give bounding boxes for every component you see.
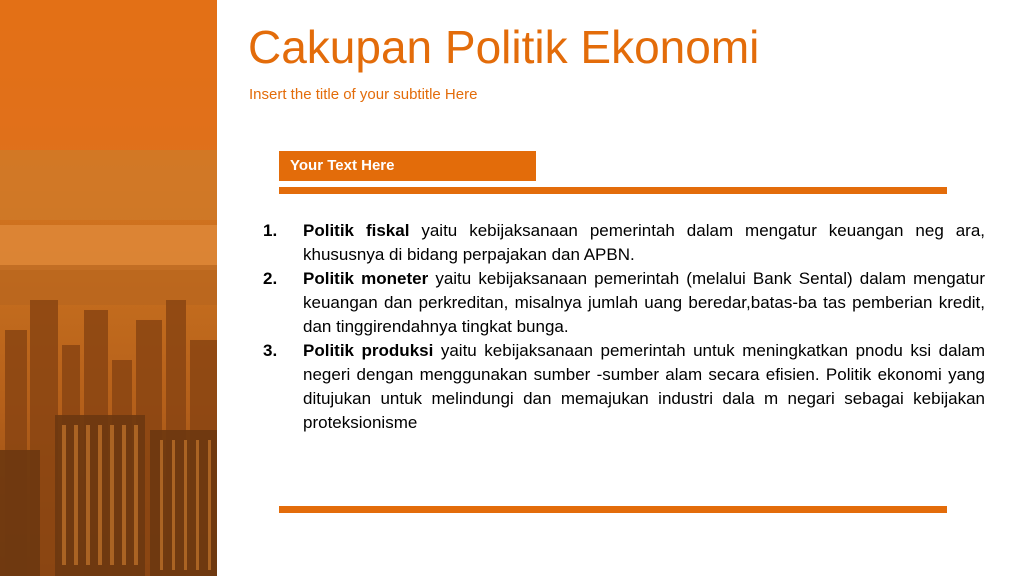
text-label: Your Text Here: [290, 157, 395, 174]
list-item-text: [303, 267, 985, 339]
list-description: yaitu kebijaksanaan pemerintah (melalui Bank Sental) dalam mengatur keuangan dan perkreditan, misalnya jumlah uang beredar,batas-ba tas pemberian kredit, dan tinggirendahnya tingkat bunga.: [303, 269, 985, 336]
city-skyline-image: [0, 0, 217, 576]
list-description: yaitu kebijaksanaan pemerintah untuk meningkatkan pnodu ksi dalam negeri dengan menggunakan sumber -sumber alam secara efisien. Politik ekonomi yang ditujukan untuk melindungi dan memajukan industri dala m negari sebagai kebijakan proteksionisme: [303, 341, 985, 432]
list-description: yaitu kebijaksanaan pemerintah dalam mengatur keuangan neg ara, khususnya di bidang perpajakan dan APBN.: [303, 221, 985, 264]
list-term: Politik produksi: [303, 341, 434, 360]
list-item-text: [303, 219, 985, 267]
list-item: [263, 267, 985, 339]
list-item: [263, 339, 985, 435]
text-label-box: [279, 151, 536, 181]
list-item: [263, 219, 985, 267]
skyline-illustration: [0, 0, 217, 576]
list-term: Politik fiskal: [303, 221, 410, 240]
list-number: 2.: [263, 269, 278, 288]
slide-subtitle: Insert the title of your subtitle Here: [249, 86, 478, 103]
list-number: 3.: [263, 341, 278, 360]
bottom-divider: [279, 506, 947, 513]
list-item-text: [303, 339, 985, 435]
list-number: 1.: [263, 221, 278, 240]
slide-title: Cakupan Politik Ekonomi: [248, 21, 760, 73]
list-term: Politik moneter: [303, 269, 429, 288]
policy-list: [263, 219, 985, 435]
top-divider: [279, 187, 947, 194]
